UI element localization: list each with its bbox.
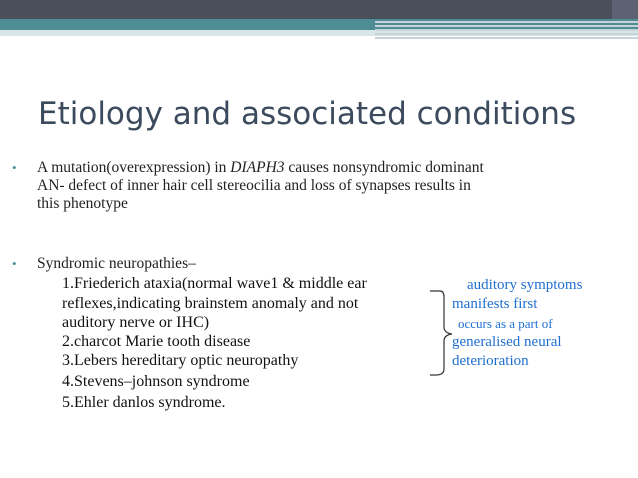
list-item: 5.Ehler danlos syndrome. <box>62 394 226 411</box>
header-band-dark <box>0 0 638 19</box>
list-item: auditory nerve or IHC) <box>62 314 210 331</box>
stripe <box>375 21 638 23</box>
bullet-1-line-3: this phenotype <box>37 195 128 212</box>
bullet-marker: • <box>12 160 17 175</box>
list-item: reflexes,indicating brainstem anomaly and not <box>62 295 359 312</box>
bullet-1-line-1 <box>37 160 484 176</box>
side-note: deterioration <box>452 353 529 369</box>
header-corner-block <box>612 0 638 19</box>
bullet-marker: • <box>12 256 17 271</box>
list-item: 1.Friederich ataxia(normal wave1 & middle ear <box>62 275 367 292</box>
stripe <box>375 25 638 27</box>
list-item: 2.charcot Marie tooth disease <box>62 333 251 350</box>
gene-name: DIAPH3 <box>230 159 285 176</box>
stripe <box>375 29 638 31</box>
side-note: auditory symptoms <box>467 277 583 293</box>
bullet-1-text-a: A mutation(overexpression) in <box>37 159 231 176</box>
side-note: generalised neural <box>452 334 562 350</box>
brace-icon <box>426 287 456 379</box>
side-note: occurs as a part of <box>458 316 553 331</box>
stripe <box>375 33 638 35</box>
list-item: 3.Lebers hereditary optic neuropathy <box>62 352 299 369</box>
bullet-2-heading: Syndromic neuropathies– <box>37 255 196 272</box>
bullet-1-line-2: AN- defect of inner hair cell stereocilia and loss of synapses results in <box>37 177 471 194</box>
side-note: manifests first <box>452 296 538 312</box>
list-item: 4.Stevens–johnson syndrome <box>62 373 250 390</box>
stripe <box>375 37 638 39</box>
slide-title: Etiology and associated conditions <box>38 96 577 132</box>
header-stripes <box>375 19 638 41</box>
bullet-1-text-b: causes nonsyndromic dominant <box>284 159 484 176</box>
